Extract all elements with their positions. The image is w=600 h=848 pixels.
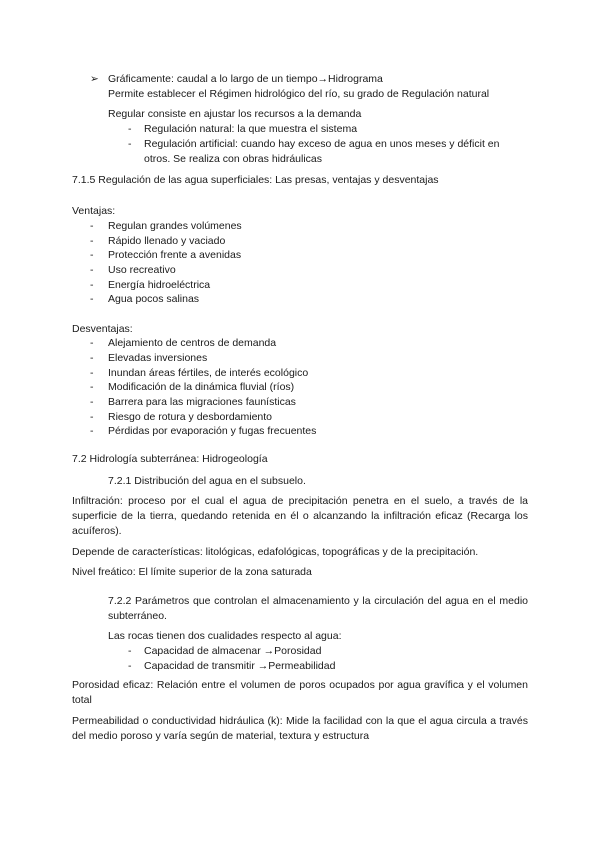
- list-dash: -: [90, 337, 94, 349]
- list-item: Energía hidroeléctrica: [108, 279, 211, 291]
- ventajas-heading: Ventajas:: [72, 205, 116, 217]
- list-dash: -: [128, 660, 132, 672]
- list-dash: -: [90, 396, 94, 408]
- list-dash: -: [90, 367, 94, 379]
- desventajas-heading: Desventajas:: [72, 323, 133, 335]
- grafico-line-1: Gráficamente: caudal a lo largo de un tiempo→Hidrograma: [108, 73, 383, 85]
- nivel-freatico-paragraph: Nivel freático: El límite superior de la zona saturada: [72, 566, 312, 578]
- arrow-bullet-icon: ➢: [90, 73, 99, 85]
- list-dash: -: [90, 352, 94, 364]
- regular-item-natural: Regulación natural: la que muestra el sistema: [144, 123, 358, 135]
- section-heading-721: 7.2.1 Distribución del agua en el subsuelo.: [108, 475, 306, 487]
- list-dash: -: [90, 293, 94, 305]
- list-dash: -: [90, 279, 94, 291]
- list-item: Pérdidas por evaporación y fugas frecuentes: [108, 425, 317, 437]
- list-item: Elevadas inversiones: [108, 352, 208, 364]
- section-heading-72: 7.2 Hidrología subterránea: Hidrogeología: [72, 453, 268, 465]
- regular-intro: Regular consiste en ajustar los recursos a la demanda: [108, 108, 362, 120]
- section-heading-722: 7.2.2 Parámetros que controlan el almacenamiento y la circulación del agua en el medio subterráneo.: [108, 595, 528, 622]
- regular-item-artificial-cont: otros. Se realiza con obras hidráulicas: [144, 153, 323, 165]
- list-item: Alejamiento de centros de demanda: [108, 337, 277, 349]
- grafico-line-2: Permite establecer el Régimen hidrológico del río, su grado de Regulación natural: [108, 88, 490, 100]
- list-item: Capacidad de transmitir →Permeabilidad: [144, 660, 336, 672]
- section-heading-715: 7.1.5 Regulación de las agua superficiales: Las presas, ventajas y desventajas: [72, 174, 439, 186]
- porosidad-paragraph: Porosidad eficaz: Relación entre el volumen de poros ocupados por agua gravífica y el volumen total: [72, 679, 528, 706]
- list-dash: -: [90, 264, 94, 276]
- list-dash: -: [90, 381, 94, 393]
- list-item: Capacidad de almacenar →Porosidad: [144, 645, 322, 657]
- list-item: Barrera para las migraciones faunísticas: [108, 396, 296, 408]
- list-dash: -: [128, 123, 132, 135]
- regular-item-artificial: Regulación artificial: cuando hay exceso de agua en unos meses y déficit en: [144, 138, 500, 150]
- list-item: Riesgo de rotura y desbordamiento: [108, 411, 273, 423]
- list-dash: -: [90, 425, 94, 437]
- list-dash: -: [90, 411, 94, 423]
- list-dash: -: [128, 138, 132, 150]
- list-item: Inundan áreas fértiles, de interés ecológico: [108, 367, 309, 379]
- list-item: Uso recreativo: [108, 264, 176, 276]
- depende-paragraph: Depende de características: litológicas, edafológicas, topográficas y de la precipitación.: [72, 546, 479, 558]
- list-item: Regulan grandes volúmenes: [108, 220, 242, 232]
- permeabilidad-paragraph: Permeabilidad o conductividad hidráulica (k): Mide la facilidad con la que el agua circula a través del medio poroso y varía según de material, textura y estructura: [72, 715, 528, 742]
- list-dash: -: [90, 249, 94, 261]
- list-item: Rápido llenado y vaciado: [108, 235, 226, 247]
- list-item: Modificación de la dinámica fluvial (ríos): [108, 381, 295, 393]
- list-dash: -: [128, 645, 132, 657]
- list-dash: -: [90, 220, 94, 232]
- rocas-intro: Las rocas tienen dos cualidades respecto al agua:: [108, 630, 342, 642]
- list-dash: -: [90, 235, 94, 247]
- list-item: Protección frente a avenidas: [108, 249, 242, 261]
- list-item: Agua pocos salinas: [108, 293, 200, 305]
- infiltracion-paragraph: Infiltración: proceso por el cual el agua de precipitación penetra en el suelo, a través de la superficie de la tierra, quedando retenida en él o alcanzando la infiltración eficaz (Recarga los acuíferos).: [72, 495, 528, 537]
